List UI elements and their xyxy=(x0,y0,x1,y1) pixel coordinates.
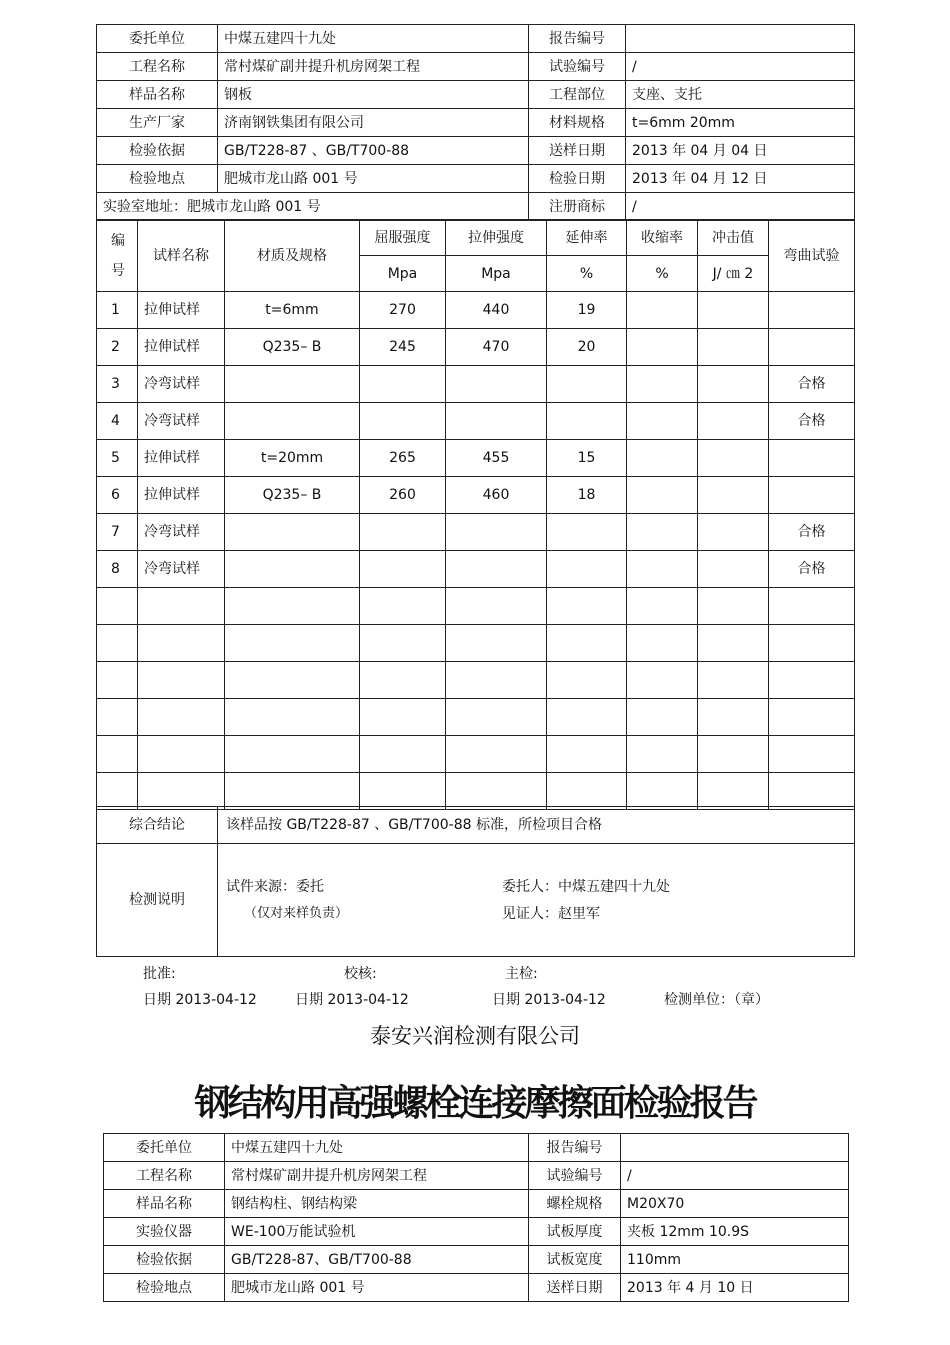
cell-tensile: 440 xyxy=(446,292,547,329)
info-row xyxy=(104,1162,849,1190)
cell-yield: 245 xyxy=(360,329,446,366)
cell-yield xyxy=(360,366,446,403)
cell-tensile xyxy=(446,366,547,403)
info-label: 检验地点 xyxy=(97,165,218,193)
cell-bend: 合格 xyxy=(769,514,855,551)
header-elongation: 延伸率 xyxy=(547,220,627,256)
info-row xyxy=(104,1218,849,1246)
cell-impact xyxy=(698,662,769,699)
cell-impact xyxy=(698,477,769,514)
cell-reduction xyxy=(627,292,698,329)
trademark-label: 注册商标 xyxy=(529,193,626,221)
info-value: / xyxy=(626,53,855,81)
cell-bend xyxy=(769,699,855,736)
info-value: 肥城市龙山路 001 号 xyxy=(225,1274,529,1302)
cell-reduction xyxy=(627,662,698,699)
info-label: 材料规格 xyxy=(529,109,626,137)
info-label: 送样日期 xyxy=(529,137,626,165)
cell-no xyxy=(97,736,138,773)
cell-impact xyxy=(698,773,769,810)
cell-no: 5 xyxy=(97,440,138,477)
cell-name: 冷弯试样 xyxy=(138,551,225,588)
cell-yield xyxy=(360,588,446,625)
date-main-check: 日期 2013-04-12 xyxy=(492,992,606,1008)
info-label: 生产厂家 xyxy=(97,109,218,137)
cell-bend xyxy=(769,329,855,366)
cell-name xyxy=(138,736,225,773)
cell-tensile xyxy=(446,588,547,625)
date-approve: 日期 2013-04-12 xyxy=(143,992,257,1008)
cell-tensile xyxy=(446,403,547,440)
report2-info-table xyxy=(103,1133,849,1302)
cell-elongation xyxy=(547,625,627,662)
unit-reduction: % xyxy=(627,256,698,292)
info-row xyxy=(97,53,855,81)
cell-tensile xyxy=(446,514,547,551)
info-label: 工程名称 xyxy=(97,53,218,81)
cell-yield xyxy=(360,625,446,662)
conclusion-text: 该样品按 GB/T228-87 、GB/T700-88 标准，所检项目合格 xyxy=(218,807,855,844)
cell-elongation: 19 xyxy=(547,292,627,329)
table-row xyxy=(97,773,855,810)
cell-yield xyxy=(360,773,446,810)
header-yield-strength: 屈服强度 xyxy=(360,220,446,256)
header-material-spec: 材质及规格 xyxy=(225,220,360,292)
cell-yield xyxy=(360,699,446,736)
cell-yield: 270 xyxy=(360,292,446,329)
cell-tensile xyxy=(446,625,547,662)
info-label: 样品名称 xyxy=(104,1190,225,1218)
table-row xyxy=(97,292,855,329)
info-label: 检验日期 xyxy=(529,165,626,193)
info-row xyxy=(97,165,855,193)
cell-bend xyxy=(769,477,855,514)
approve-label: 批准: xyxy=(143,966,176,982)
cell-elongation xyxy=(547,662,627,699)
table-row xyxy=(97,588,855,625)
cell-spec xyxy=(225,736,360,773)
info-value xyxy=(621,1134,849,1162)
info-label: 检验依据 xyxy=(97,137,218,165)
cell-spec xyxy=(225,403,360,440)
cell-name xyxy=(138,699,225,736)
cell-elongation xyxy=(547,403,627,440)
info-label: 试验编号 xyxy=(529,1162,621,1190)
cell-impact xyxy=(698,329,769,366)
report-info-table xyxy=(96,24,855,221)
cell-tensile xyxy=(446,736,547,773)
cell-yield xyxy=(360,662,446,699)
info-label: 检验地点 xyxy=(104,1274,225,1302)
cell-no: 4 xyxy=(97,403,138,440)
info-label: 送样日期 xyxy=(529,1274,621,1302)
cell-impact xyxy=(698,403,769,440)
cell-spec xyxy=(225,699,360,736)
conclusion-label: 综合结论 xyxy=(97,807,218,844)
info-row xyxy=(97,109,855,137)
cell-name: 冷弯试样 xyxy=(138,403,225,440)
cell-name xyxy=(138,588,225,625)
cell-reduction xyxy=(627,440,698,477)
info-value: 中煤五建四十九处 xyxy=(225,1134,529,1162)
table-row xyxy=(97,736,855,773)
cell-tensile xyxy=(446,662,547,699)
cell-yield: 265 xyxy=(360,440,446,477)
info-label: 委托单位 xyxy=(97,25,218,53)
cell-impact xyxy=(698,699,769,736)
cell-bend xyxy=(769,773,855,810)
cell-elongation xyxy=(547,699,627,736)
cell-no xyxy=(97,699,138,736)
cell-reduction xyxy=(627,736,698,773)
cell-elongation: 15 xyxy=(547,440,627,477)
cell-tensile xyxy=(446,773,547,810)
cell-elongation xyxy=(547,736,627,773)
cell-no xyxy=(97,588,138,625)
cell-bend xyxy=(769,736,855,773)
cell-no: 7 xyxy=(97,514,138,551)
cell-name xyxy=(138,662,225,699)
cell-spec xyxy=(225,514,360,551)
cell-elongation xyxy=(547,514,627,551)
cell-elongation: 18 xyxy=(547,477,627,514)
cell-yield xyxy=(360,736,446,773)
cell-spec xyxy=(225,773,360,810)
info-value: 支座、支托 xyxy=(626,81,855,109)
table-row xyxy=(97,329,855,366)
witness: 见证人：赵里军 xyxy=(502,906,600,922)
client: 委托人：中煤五建四十九处 xyxy=(502,879,670,895)
cell-reduction xyxy=(627,699,698,736)
cell-reduction xyxy=(627,551,698,588)
cell-impact xyxy=(698,292,769,329)
cell-impact xyxy=(698,625,769,662)
table-row xyxy=(97,366,855,403)
info-row xyxy=(97,81,855,109)
report2-title: 钢结构用高强螺栓连接摩擦面检验报告 xyxy=(194,1082,756,1124)
cell-no xyxy=(97,625,138,662)
cell-spec xyxy=(225,551,360,588)
cell-elongation xyxy=(547,588,627,625)
table-row xyxy=(97,699,855,736)
info-value: 钢板 xyxy=(218,81,529,109)
unit-seal: 检测单位：（章） xyxy=(664,992,769,1008)
info-row xyxy=(97,137,855,165)
cell-bend: 合格 xyxy=(769,403,855,440)
cell-spec: Q235– B xyxy=(225,477,360,514)
info-row xyxy=(104,1134,849,1162)
info-value: 常村煤矿副井提升机房网架工程 xyxy=(218,53,529,81)
cell-yield: 260 xyxy=(360,477,446,514)
sample-note: （仅对来样负责） xyxy=(244,906,349,921)
cell-spec xyxy=(225,366,360,403)
info-label: 委托单位 xyxy=(104,1134,225,1162)
cell-elongation xyxy=(547,366,627,403)
cell-yield xyxy=(360,514,446,551)
cell-reduction xyxy=(627,366,698,403)
cell-spec: Q235– B xyxy=(225,329,360,366)
cell-tensile: 455 xyxy=(446,440,547,477)
cell-tensile: 460 xyxy=(446,477,547,514)
info-value: 110mm xyxy=(621,1246,849,1274)
header-sample-name: 试样名称 xyxy=(138,220,225,292)
info-value: 济南钢铁集团有限公司 xyxy=(218,109,529,137)
info-label: 试板宽度 xyxy=(529,1246,621,1274)
cell-name: 拉伸试样 xyxy=(138,329,225,366)
info-label: 报告编号 xyxy=(529,25,626,53)
info-value: GB/T228-87、GB/T700-88 xyxy=(225,1246,529,1274)
cell-bend: 合格 xyxy=(769,366,855,403)
header-no: 编号 xyxy=(97,220,138,292)
sample-source: 试件来源：委托 xyxy=(226,879,324,895)
company-name: 泰安兴润检测有限公司 xyxy=(370,1024,580,1048)
header-tensile-strength: 拉伸强度 xyxy=(446,220,547,256)
info-row xyxy=(97,193,855,221)
cell-reduction xyxy=(627,514,698,551)
unit-impact: J/ ㎝ 2 xyxy=(698,256,769,292)
table-row xyxy=(97,477,855,514)
cell-no: 2 xyxy=(97,329,138,366)
table-row xyxy=(97,662,855,699)
cell-reduction xyxy=(627,477,698,514)
info-value: 肥城市龙山路 001 号 xyxy=(218,165,529,193)
main-check-label: 主检: xyxy=(505,966,538,982)
cell-bend: 合格 xyxy=(769,551,855,588)
notes-label: 检测说明 xyxy=(97,844,218,957)
cell-impact xyxy=(698,551,769,588)
info-value: / xyxy=(621,1162,849,1190)
trademark-value: / xyxy=(626,193,855,221)
unit-tensile: Mpa xyxy=(446,256,547,292)
cell-no xyxy=(97,662,138,699)
cell-reduction xyxy=(627,403,698,440)
cell-name: 拉伸试样 xyxy=(138,440,225,477)
info-row xyxy=(97,25,855,53)
cell-no: 3 xyxy=(97,366,138,403)
cell-spec xyxy=(225,625,360,662)
cell-elongation xyxy=(547,773,627,810)
info-label: 报告编号 xyxy=(529,1134,621,1162)
cell-name xyxy=(138,773,225,810)
info-value: WE-100万能试验机 xyxy=(225,1218,529,1246)
cell-tensile: 470 xyxy=(446,329,547,366)
info-label: 工程部位 xyxy=(529,81,626,109)
cell-name xyxy=(138,625,225,662)
info-value: GB/T228-87 、GB/T700-88 xyxy=(218,137,529,165)
info-value: 2013 年 04 月 12 日 xyxy=(626,165,855,193)
info-value: 2013 年 4 月 10 日 xyxy=(621,1274,849,1302)
cell-impact xyxy=(698,736,769,773)
info-value: t=6mm 20mm xyxy=(626,109,855,137)
cell-bend xyxy=(769,292,855,329)
test-results-table xyxy=(96,219,855,810)
table-row xyxy=(97,551,855,588)
cell-tensile xyxy=(446,551,547,588)
unit-yield: Mpa xyxy=(360,256,446,292)
cell-bend xyxy=(769,440,855,477)
cell-name: 冷弯试样 xyxy=(138,366,225,403)
info-label: 实验仪器 xyxy=(104,1218,225,1246)
cell-impact xyxy=(698,440,769,477)
info-label: 工程名称 xyxy=(104,1162,225,1190)
cell-no: 6 xyxy=(97,477,138,514)
cell-spec: t=20mm xyxy=(225,440,360,477)
info-label: 试验编号 xyxy=(529,53,626,81)
info-label: 试板厚度 xyxy=(529,1218,621,1246)
cell-bend xyxy=(769,588,855,625)
table-row xyxy=(97,403,855,440)
conclusion-table xyxy=(96,806,855,957)
cell-impact xyxy=(698,588,769,625)
info-value: 中煤五建四十九处 xyxy=(218,25,529,53)
cell-impact xyxy=(698,366,769,403)
cell-tensile xyxy=(446,699,547,736)
info-value: 常村煤矿副井提升机房网架工程 xyxy=(225,1162,529,1190)
cell-reduction xyxy=(627,773,698,810)
check-label: 校核: xyxy=(344,966,377,982)
info-value: 钢结构柱、钢结构梁 xyxy=(225,1190,529,1218)
cell-reduction xyxy=(627,588,698,625)
cell-no xyxy=(97,773,138,810)
cell-name: 拉伸试样 xyxy=(138,292,225,329)
cell-impact xyxy=(698,514,769,551)
info-label: 检验依据 xyxy=(104,1246,225,1274)
cell-spec: t=6mm xyxy=(225,292,360,329)
header-impact: 冲击值 xyxy=(698,220,769,256)
info-value: 2013 年 04 月 04 日 xyxy=(626,137,855,165)
info-label: 样品名称 xyxy=(97,81,218,109)
table-row xyxy=(97,625,855,662)
cell-reduction xyxy=(627,329,698,366)
unit-elongation: % xyxy=(547,256,627,292)
header-reduction: 收缩率 xyxy=(627,220,698,256)
table-row xyxy=(97,440,855,477)
cell-name: 拉伸试样 xyxy=(138,477,225,514)
info-row xyxy=(104,1246,849,1274)
cell-bend xyxy=(769,662,855,699)
cell-spec xyxy=(225,588,360,625)
cell-bend xyxy=(769,625,855,662)
table-row xyxy=(97,514,855,551)
cell-yield xyxy=(360,403,446,440)
date-check: 日期 2013-04-12 xyxy=(295,992,409,1008)
cell-elongation: 20 xyxy=(547,329,627,366)
cell-spec xyxy=(225,662,360,699)
info-row xyxy=(104,1274,849,1302)
cell-reduction xyxy=(627,625,698,662)
cell-elongation xyxy=(547,551,627,588)
cell-no: 1 xyxy=(97,292,138,329)
info-row xyxy=(104,1190,849,1218)
cell-yield xyxy=(360,551,446,588)
info-value: M20X70 xyxy=(621,1190,849,1218)
cell-no: 8 xyxy=(97,551,138,588)
cell-name: 冷弯试样 xyxy=(138,514,225,551)
header-bend-test: 弯曲试验 xyxy=(769,220,855,292)
lab-address: 实验室地址：肥城市龙山路 001 号 xyxy=(97,193,529,221)
info-value xyxy=(626,25,855,53)
info-label: 螺栓规格 xyxy=(529,1190,621,1218)
info-value: 夹板 12mm 10.9S xyxy=(621,1218,849,1246)
